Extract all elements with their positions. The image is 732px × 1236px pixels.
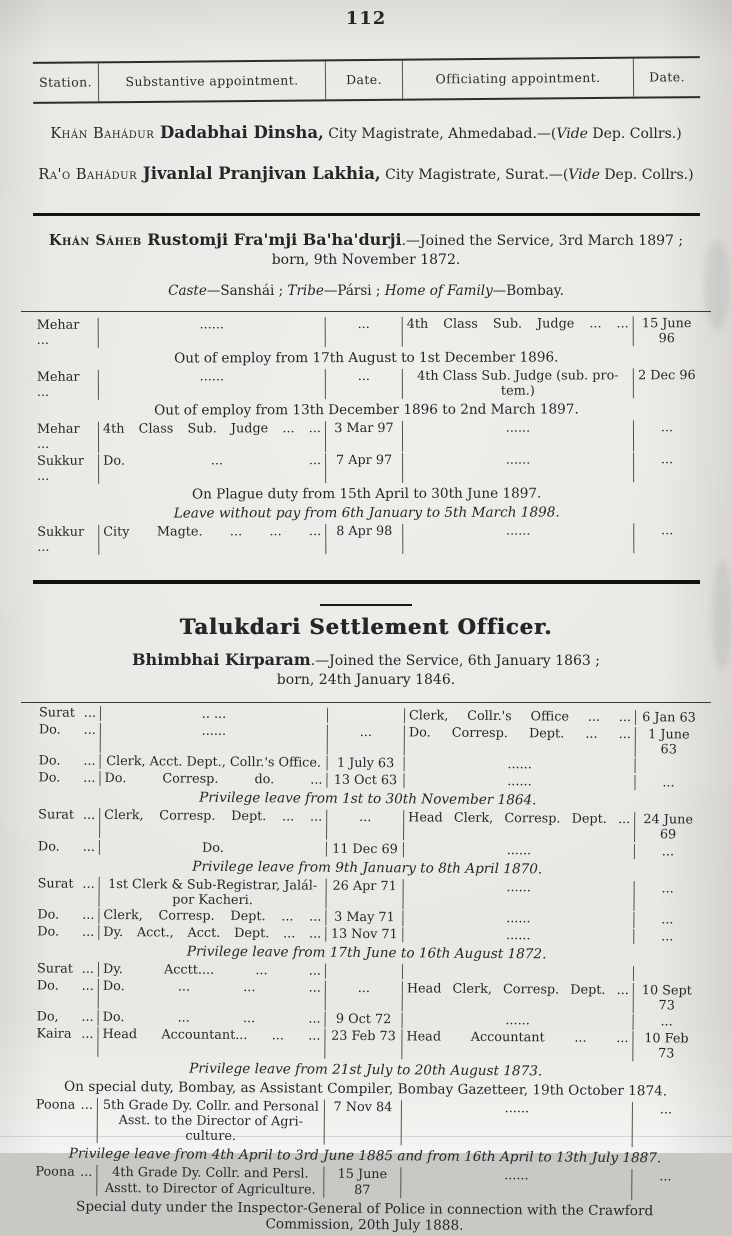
cell-date: 9 Oct 72 [324,1012,401,1028]
cell-officiating-appointment: ...... [402,524,633,555]
cell-date-2: 6 Jan 63 [634,710,701,726]
cell-station: Sukkur ... [36,525,84,556]
record-note: Privilege leave from 9th January to 8th April 1870. [191,858,542,878]
section-divider-rule [33,213,700,216]
cell-date-2: ... [633,881,700,912]
cell-substantive-appointment: Do. ... ... [98,453,325,484]
cell-date: 3 May 71 [325,910,402,926]
cell-station: Do. ... [38,722,96,738]
cell-officiating-appointment: ...... [400,1168,631,1200]
officer-record-heading [0,649,732,690]
cell-officiating-appointment: ...... [401,1013,632,1030]
home-of-family-value: —Bombay. [492,283,564,300]
cell-station: Do. ... [37,839,95,855]
officer-name: Bhimbhai Kirparam [132,650,311,670]
column-header-officiating-appointment: Officiating appointment. [401,59,632,99]
cell-substantive-appointment: Clerk, Acct. Dept., Collr.'s Office. [99,754,326,771]
cell-station: Surat ... [37,876,95,892]
cell-officiating-appointment: ...... [403,773,634,790]
cell-substantive-appointment: Do. ... ... ... [97,1011,324,1028]
cell-date: 23 Feb 73 [324,1029,401,1060]
cell-date: 7 Nov 84 [323,1100,400,1146]
cell-officiating-appointment: ...... [403,757,634,774]
cell-substantive-appointment: Head Accountant... ... ... [97,1027,324,1059]
cell-station: Kaira ... [35,1026,94,1043]
cell-officiating-appointment: Head Clerk, Corresp. Dept. ... [403,811,634,843]
cell-station: Surat ... [36,961,94,978]
appointment-text: City Magistrate, Ahmedabad.—( [323,126,557,142]
cell-substantive-appointment: 4th Class Sub. Judge ... ... [97,422,324,453]
table-header [32,56,699,104]
cell-officiating-appointment: ...... [401,421,632,452]
cell-station: Do. ... [36,908,94,924]
cell-officiating-appointment: Do. Corresp. Dept. ... ... [403,725,634,757]
bleed-through-artifact [712,560,732,670]
cell-station: Mehar ... [36,369,80,401]
officer-record-heading [0,230,732,269]
cell-date: 7 Apr 97 [325,453,402,483]
record-note: Out of employ from 17th August to 1st December 1896. [173,349,558,367]
officer-name: Jivanlal Pranjivan Lakhia, [137,164,381,183]
record-note: Privilege leave from 17th June to 16th August 1872. [186,943,547,963]
caste-tribe-home-line [0,283,732,299]
vide-reference: Vide [556,126,588,142]
cell-substantive-appointment: 5th Grade Dy. Collr. and Personal Asst. to the Director of Agri- culture. [96,1098,323,1145]
cell-substantive-appointment: Do. Corresp. do. ... [99,771,326,788]
cell-substantive-appointment: Dy. Acct., Acct. Dept. ... ... [98,925,325,942]
appointment-text: City Magistrate, Surat.—( [380,167,569,183]
cell-date-2: ... [631,1170,698,1201]
section-heading: Talukdari Settlement Officer. [179,614,553,640]
appointment-text: Dep. Collrs.) [599,167,694,183]
record-note: On special duty, Bombay, as Assistant Compiler, Bombay Gazetteer, 19th October 1874. [63,1079,667,1100]
service-joined-text: .—Joined the Service, 6th January 1863 ; [310,653,600,670]
cell-date-2: 15 June 96 [632,316,699,346]
cell-substantive-appointment: Clerk, Corresp. Dept. ... ... [98,909,325,926]
service-record-table [30,706,701,1236]
cell-date-2: ... [633,844,700,860]
cell-officiating-appointment: ...... [402,911,633,928]
cell-station: Mehar ... [36,422,80,453]
cell-date: 13 Nov 71 [325,927,402,943]
cell-substantive-appointment: ...... [99,723,326,755]
cell-officiating-appointment: Head Clerk, Corresp. Dept. ... [401,981,632,1013]
column-header-date-2: Date. [632,58,699,97]
cell-station: Surat ... [37,807,95,824]
officer-name: Dadabhai Dinsha, [154,123,324,142]
service-record-row [33,452,700,484]
section-ornament-rule [320,604,412,606]
cell-date [326,708,403,724]
cell-date: 11 Dec 69 [325,842,402,858]
cell-date-2 [632,966,699,982]
service-record-row [33,876,700,911]
cell-officiating-appointment: ...... [402,452,633,483]
cell-date-2: 10 Sept 73 [632,983,699,1014]
cell-station: Do. ... [38,753,96,770]
service-record-row [32,978,699,1013]
honorific-title: Khán Sáheb [48,232,142,249]
cell-officiating-appointment: 4th Class Sub. Judge (sub. pro-tem.) [401,369,632,400]
cell-station: Poona ... [35,1097,93,1114]
cell-station: Do. ... [37,770,96,786]
service-record-row [33,523,700,555]
cell-officiating-appointment: Head Accountant ... ... [401,1030,632,1062]
page-number: 112 [345,8,387,29]
service-record-row [32,421,699,453]
cell-date: 26 Apr 71 [325,879,402,910]
bleed-through-artifact [704,240,730,330]
column-header-substantive-appointment: Substantive appointment. [97,61,324,101]
service-record-row [32,316,699,348]
section-end-rule [33,580,700,584]
cell-date-2: ... [631,1103,698,1149]
cell-substantive-appointment: Clerk, Corresp. Dept. ... ... [99,808,326,840]
cell-substantive-appointment: Do. [98,840,325,857]
magistrate-entry [0,164,732,183]
service-record-row [31,1165,698,1200]
honorific-title: Khán Bahádur [50,126,155,142]
cell-station: Do. ... [36,924,94,941]
record-note: Special duty under the Inspector-General of Police in connection with the Crawford Commission, 20th July 1888. [75,1198,653,1234]
cell-date-2: ... [632,421,699,451]
cell-date: 8 Apr 98 [325,524,402,554]
cell-substantive-appointment: 1st Clerk & Sub-Registrar, Jalál-por Kacheri. [98,877,325,909]
cell-station: Sukkur ... [36,453,84,485]
cell-officiating-appointment: Clerk, Collr.'s Office ... ... [403,709,634,726]
tribe-label: Tribe [287,283,324,300]
cell-date-2: ... [633,929,700,945]
cell-date: 15 June 87 [323,1167,400,1198]
cell-substantive-appointment: City Magte. ... ... ... [98,524,325,555]
cell-station: Poona ... [34,1165,92,1181]
cell-date-2: ... [632,1015,699,1031]
record-note: On Plague duty from 15th April to 30th June 1897. [191,485,541,503]
cell-date: ... [324,369,401,399]
table-top-rule [21,702,711,703]
cell-date-2 [634,759,701,775]
vide-reference: Vide [568,167,600,183]
cell-date-2: ... [634,775,701,791]
record-note: Out of employ from 13th December 1896 to 2nd March 1897. [153,401,579,419]
cell-date: ... [324,317,401,347]
born-text: born, 9th November 1872. [271,251,461,268]
cell-substantive-appointment: 4th Grade Dy. Collr. and Persl. Asstt. to Director of Agriculture. [96,1166,323,1198]
cell-station: Do, ... [36,1010,94,1026]
service-record-row [31,1098,698,1149]
magistrate-entry [0,123,732,142]
cell-substantive-appointment: Dy. Acctt.... ... ... [97,962,324,979]
cell-date: 1 July 63 [326,756,403,772]
officer-name: Rustomji Fra'mji Ba'ha'durji [141,230,402,249]
cell-date [324,964,401,980]
cell-station: Mehar ... [36,317,79,348]
cell-date: 13 Oct 63 [326,773,403,789]
cell-date-2: ... [633,913,700,929]
cell-date: ... [324,981,401,1012]
cell-substantive-appointment: Do. ... ... ... [97,979,324,1011]
cell-officiating-appointment: 4th Class Sub. Judge ... ... [401,316,632,347]
record-note: Privilege leave from 4th April to 3rd June 1885 and from 16th April to 13th July 1887. [68,1146,661,1168]
cell-date-2: ... [633,452,700,482]
cell-date-2: ... [633,523,700,553]
record-note: Privilege leave from 21st July to 20th August 1873. [188,1061,542,1080]
cell-date-2: 24 June 69 [634,812,701,843]
cell-officiating-appointment: ...... [400,1101,631,1148]
service-record-row [33,839,700,859]
honorific-title: Ra'o Bahádur [38,167,138,183]
cell-date: ... [326,810,403,841]
cell-station: Surat ... [38,705,96,722]
cell-officiating-appointment [401,965,632,982]
service-record-row [33,925,700,945]
service-record-row [32,368,699,400]
cell-substantive-appointment: ...... [97,369,324,400]
cell-date-2: 1 June 63 [634,727,701,758]
service-record-row [32,1027,699,1062]
record-note: Leave without pay from 6th January to 5th March 1898. [173,504,560,522]
caste-value: —Sanshái ; [206,283,288,300]
cell-officiating-appointment: ...... [402,928,633,945]
tribe-value: —Pársi ; [323,283,385,300]
cell-date: 3 Mar 97 [324,421,401,451]
cell-date-2: 2 Dec 96 [632,368,699,398]
cell-date: ... [326,725,403,756]
cell-date-2: 10 Feb 73 [632,1031,699,1062]
table-top-rule [21,311,711,312]
home-of-family-label: Home of Family [384,283,493,300]
service-record-table [32,316,700,555]
caste-label: Caste [168,283,207,300]
born-text: born, 24th January 1846. [276,672,456,689]
appointment-text: Dep. Collrs.) [587,126,682,142]
cell-station: Do. ... [36,978,94,994]
column-header-date: Date. [324,61,401,100]
service-record-row [34,808,701,843]
cell-substantive-appointment: ...... [97,317,324,348]
service-record-row [34,722,701,757]
service-joined-text: .—Joined the Service, 3rd March 1897 ; [401,233,684,249]
column-header-station: Station. [38,74,92,90]
cell-officiating-appointment: ...... [402,879,633,911]
cell-substantive-appointment: .. ... [99,706,326,723]
record-note: Privilege leave from 1st to 30th November 1864. [198,789,537,809]
cell-officiating-appointment: ...... [402,842,633,859]
service-record-row [34,771,701,791]
